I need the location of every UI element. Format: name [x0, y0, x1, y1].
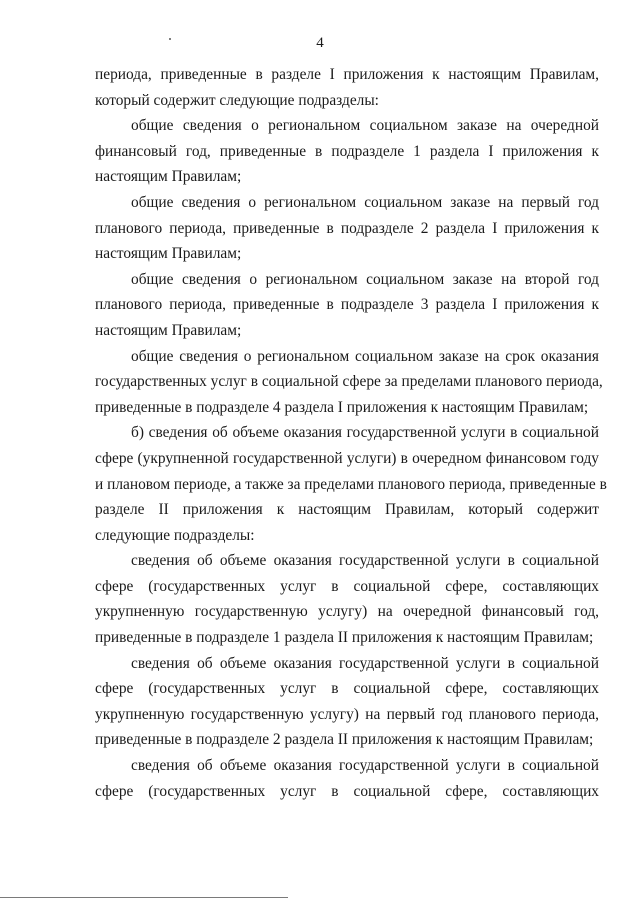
text-line: б) сведения об объеме оказания государственной услуги в социальной — [131, 424, 599, 442]
text-line: сфере (укрупненной государственной услуги) в очередном финансовом году — [95, 449, 599, 467]
text-line: укрупненную государственную услугу) на очередной финансовый год, — [95, 603, 599, 621]
text-line: укрупненную государственную услугу) на первый год планового периода, — [95, 705, 599, 723]
text-line: общие сведения о региональном социальном заказе на срок оказания — [131, 347, 599, 365]
document-body — [95, 62, 607, 804]
footnote-separator — [0, 897, 288, 898]
text-line: периода, приведенные в разделе I приложения к настоящим Правилам, — [95, 66, 599, 83]
text-line: планового периода, приведенные в подразделе 3 раздела I приложения к — [95, 296, 599, 314]
text-line: разделе II приложения к настоящим Правилам, который содержит — [95, 501, 599, 519]
text-line: сфере (государственных услуг в социальной сфере, составляющих — [95, 680, 599, 698]
scan-speck — [169, 38, 171, 40]
text-line: сведения об объеме оказания государственной услуги в социальной — [131, 757, 599, 775]
text-line: сфере (государственных услуг в социальной сфере, составляющих — [95, 577, 599, 595]
text-line: настоящим Правилам; — [95, 321, 242, 339]
text-line: сведения об объеме оказания государственной услуги в социальной — [131, 552, 599, 570]
text-line: планового периода, приведенные в подразделе 2 раздела I приложения к — [95, 219, 599, 237]
text-line: приведенные в подразделе 1 раздела II приложения к настоящим Правилам; — [95, 629, 594, 647]
text-line: финансовый год, приведенные в подразделе 1 раздела I приложения к — [95, 142, 599, 160]
text-line: сфере (государственных услуг в социальной сфере, составляющих — [95, 782, 599, 800]
text-line: приведенные в подразделе 4 раздела I приложения к настоящим Правилам; — [95, 398, 589, 416]
text-line: общие сведения о региональном социальном заказе на второй год — [131, 270, 599, 288]
text-line: и плановом периоде, а также за пределами планового периода, приведенные в — [95, 475, 607, 493]
text-line: приведенные в подразделе 2 раздела II приложения к настоящим Правилам; — [95, 731, 594, 749]
text-line: сведения об объеме оказания государственной услуги в социальной — [131, 654, 599, 672]
text-line: общие сведения о региональном социальном заказе на очередной — [131, 117, 599, 135]
text-line: следующие подразделы: — [95, 526, 255, 544]
text-line: настоящим Правилам; — [95, 245, 242, 263]
text-line: государственных услуг в социальной сфере за пределами планового периода, — [95, 373, 603, 391]
text-line: общие сведения о региональном социальном заказе на первый год — [131, 193, 599, 211]
text-line: который содержит следующие подразделы: — [95, 91, 379, 109]
page-number: 4 — [316, 35, 324, 51]
text-line: настоящим Правилам; — [95, 168, 242, 186]
